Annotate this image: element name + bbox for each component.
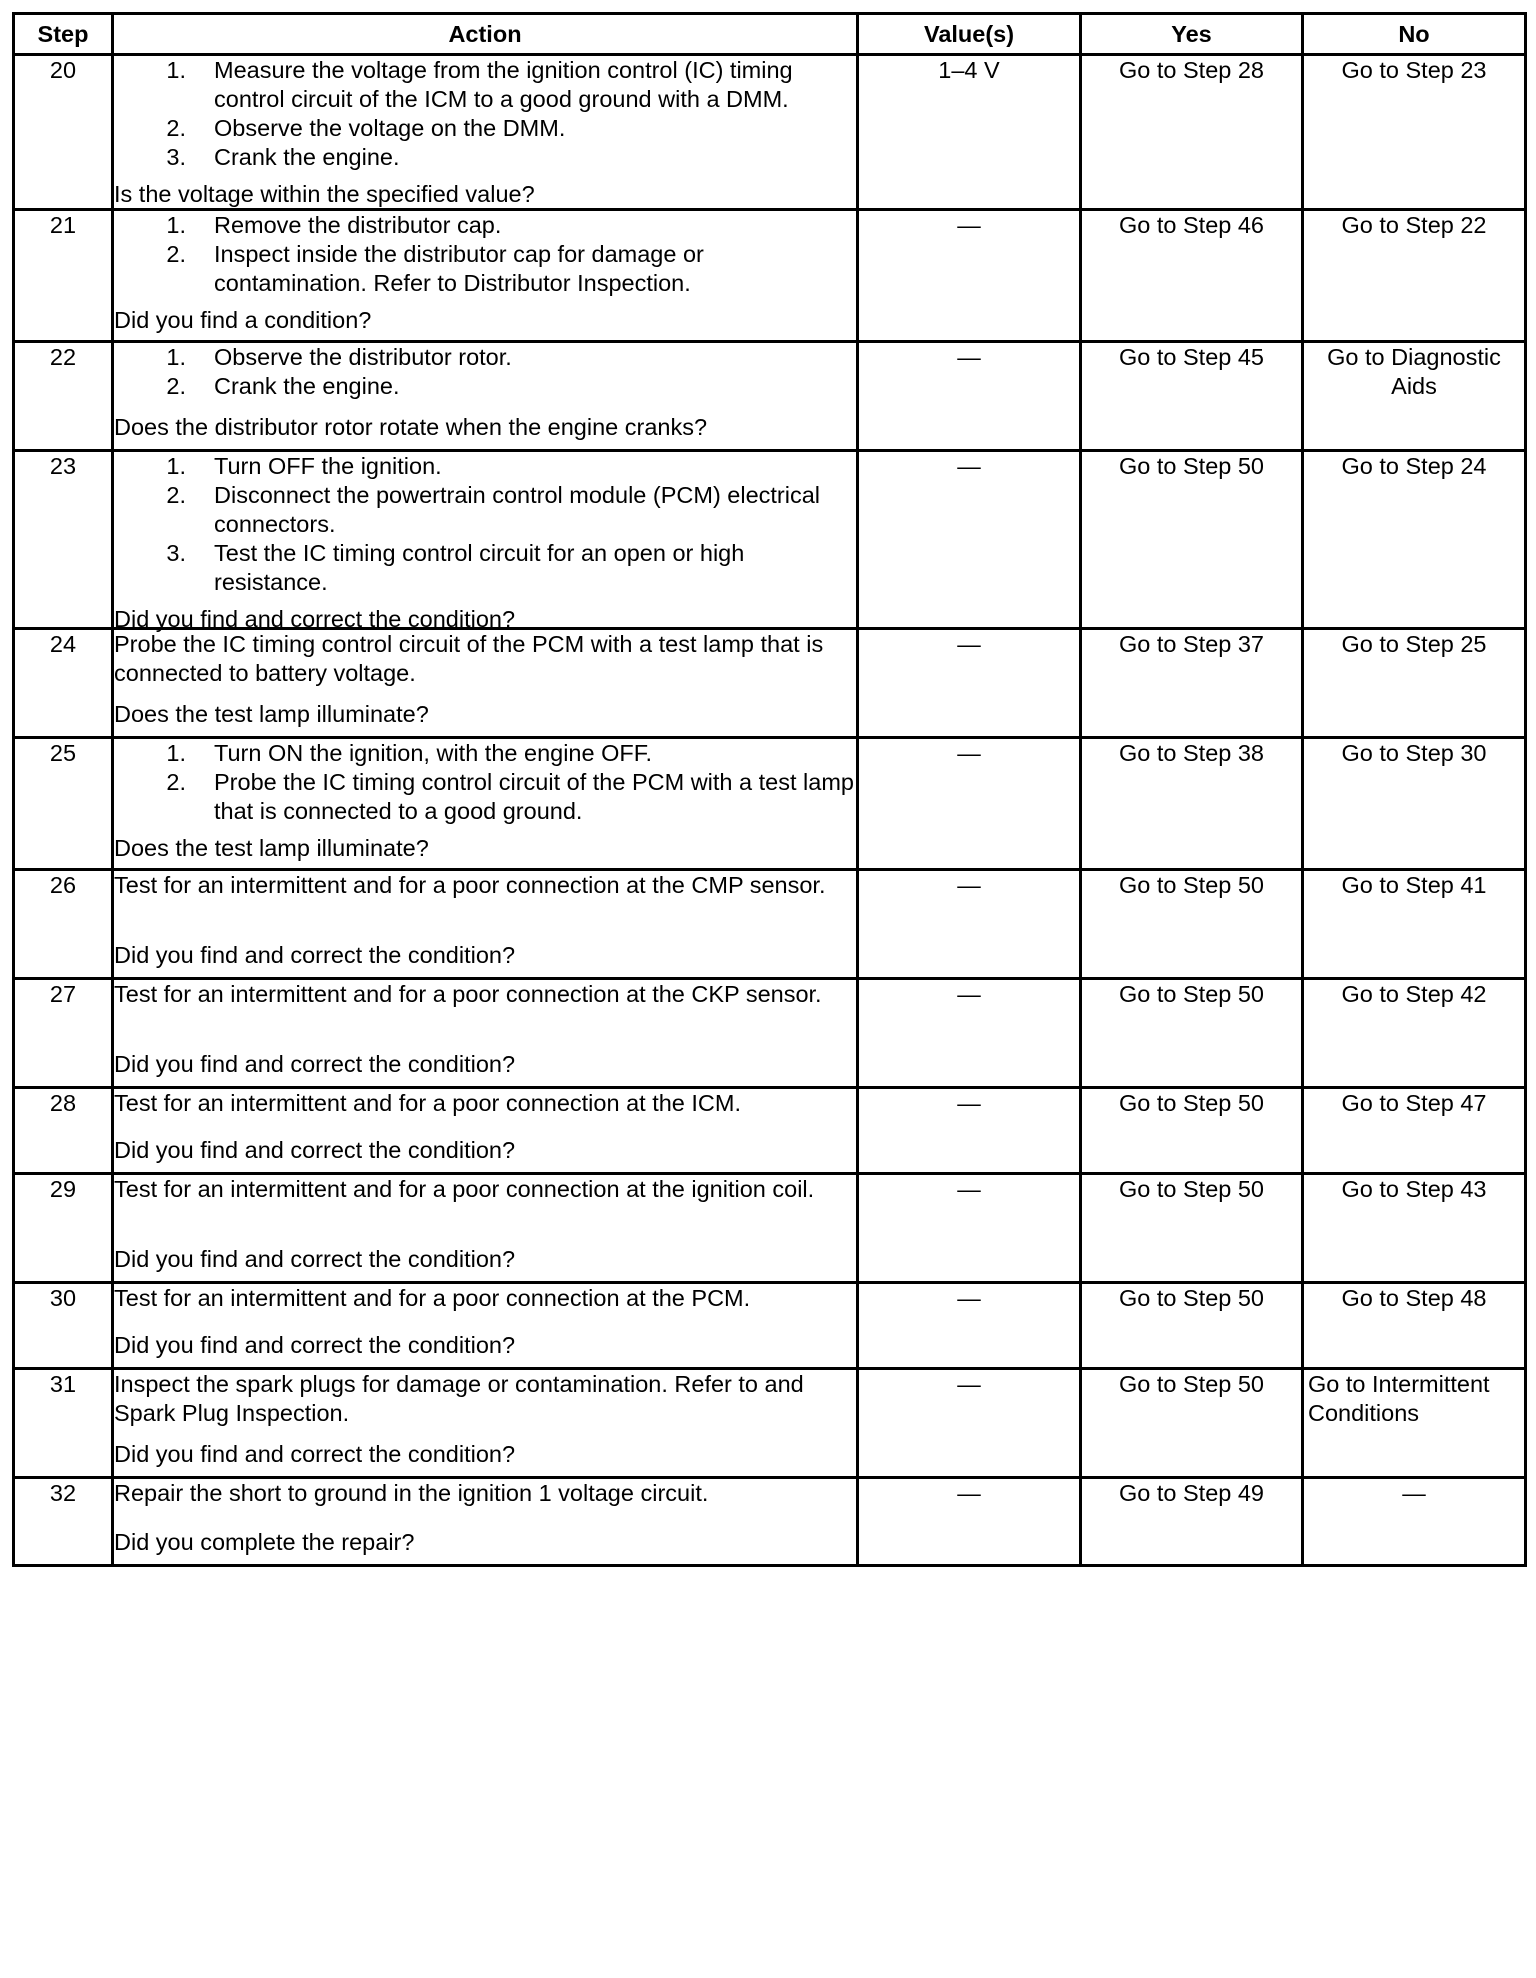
action-question: Does the test lamp illuminate? <box>114 835 429 861</box>
step-number: 26 <box>14 870 113 979</box>
yes-cell: Go to Step 50 <box>1081 979 1303 1088</box>
action-step <box>114 452 856 481</box>
value-cell: — <box>858 870 1081 979</box>
action-content <box>114 1479 856 1557</box>
value-cell: — <box>858 1283 1081 1369</box>
no-cell: — <box>1303 1478 1526 1566</box>
header-values: Value(s) <box>858 14 1081 55</box>
value-cell: 1–4 V <box>858 55 1081 210</box>
action-step <box>114 768 856 826</box>
action-step-number: 3. <box>166 540 186 566</box>
action-content <box>114 452 856 632</box>
action-question: Did you find and correct the condition? <box>114 606 516 632</box>
action-cell <box>113 979 858 1088</box>
action-cell <box>113 1369 858 1478</box>
header-yes: Yes <box>1081 14 1303 55</box>
action-steps <box>114 739 856 826</box>
action-step-number: 2. <box>166 373 186 399</box>
action-question: Did you find and correct the condition? <box>114 942 516 968</box>
action-question: Does the distributor rotor rotate when the engine cranks? <box>114 414 708 440</box>
yes-cell: Go to Step 50 <box>1081 870 1303 979</box>
table-row <box>14 979 1526 1088</box>
action-step-number: 2. <box>166 241 186 267</box>
action-step-text: Observe the voltage on the DMM. <box>214 115 566 141</box>
action-step <box>114 211 856 240</box>
action-step-number: 2. <box>166 115 186 141</box>
action-step-number: 1. <box>166 740 186 766</box>
yes-cell: Go to Step 50 <box>1081 1174 1303 1283</box>
table-row <box>14 629 1526 738</box>
value-cell: — <box>858 210 1081 342</box>
action-step-number: 2. <box>166 769 186 795</box>
action-cell <box>113 451 858 632</box>
action-cell <box>113 1088 858 1174</box>
action-question: Did you find and correct the condition? <box>114 1332 516 1358</box>
table-row <box>14 1283 1526 1369</box>
action-step-text: Turn OFF the ignition. <box>214 453 442 479</box>
step-number: 25 <box>14 738 113 870</box>
action-step-text: Probe the IC timing control circuit of the PCM with a test lamp that is connected to a good ground. <box>214 769 854 824</box>
action-text: Test for an intermittent and for a poor connection at the ICM. <box>114 1090 741 1116</box>
action-content <box>114 630 856 729</box>
step-number: 22 <box>14 342 113 451</box>
table-row <box>14 210 1526 342</box>
action-cell <box>113 1174 858 1283</box>
action-cell <box>113 210 858 342</box>
step-number: 31 <box>14 1369 113 1478</box>
yes-cell: Go to Step 37 <box>1081 629 1303 738</box>
action-text: Test for an intermittent and for a poor connection at the CMP sensor. <box>114 872 826 898</box>
action-step-text: Test the IC timing control circuit for an open or high resistance. <box>214 540 745 595</box>
action-steps <box>114 56 856 172</box>
action-step-text: Measure the voltage from the ignition control (IC) timing control circuit of the ICM to a good ground with a DMM. <box>214 57 793 112</box>
action-step-number: 1. <box>166 453 186 479</box>
table-row <box>14 342 1526 451</box>
table-row <box>14 738 1526 870</box>
yes-cell: Go to Step 45 <box>1081 342 1303 451</box>
action-step-text: Crank the engine. <box>214 373 400 399</box>
action-text: Test for an intermittent and for a poor connection at the PCM. <box>114 1285 751 1311</box>
value-cell: — <box>858 1174 1081 1283</box>
action-step-number: 3. <box>166 144 186 170</box>
no-cell: Go to Step 23 <box>1303 55 1526 210</box>
no-cell: Go to Step 30 <box>1303 738 1526 870</box>
action-step-text: Observe the distributor rotor. <box>214 344 512 370</box>
step-number: 30 <box>14 1283 113 1369</box>
no-cell: Go to Diagnostic Aids <box>1303 342 1526 451</box>
action-cell <box>113 1283 858 1369</box>
no-cell: Go to Step 22 <box>1303 210 1526 342</box>
action-cell <box>113 1478 858 1566</box>
action-step <box>114 343 856 372</box>
action-step-number: 2. <box>166 482 186 508</box>
action-step-number: 1. <box>166 344 186 370</box>
table-row <box>14 1478 1526 1566</box>
action-step-number: 1. <box>166 212 186 238</box>
action-cell <box>113 870 858 979</box>
action-text: Inspect the spark plugs for damage or contamination. Refer to and Spark Plug Inspection. <box>114 1371 804 1426</box>
action-step-text: Inspect inside the distributor cap for damage or contamination. Refer to Distributor Inspection. <box>214 241 704 296</box>
action-content <box>114 1175 856 1274</box>
yes-cell: Go to Step 50 <box>1081 451 1303 629</box>
value-cell: — <box>858 629 1081 738</box>
table-row <box>14 870 1526 979</box>
action-content <box>114 56 856 207</box>
table-row <box>14 55 1526 210</box>
action-step <box>114 143 856 172</box>
action-step-text: Crank the engine. <box>214 144 400 170</box>
yes-cell: Go to Step 50 <box>1081 1283 1303 1369</box>
yes-cell: Go to Step 28 <box>1081 55 1303 210</box>
action-content <box>114 739 856 861</box>
action-text: Probe the IC timing control circuit of the PCM with a test lamp that is connected to battery voltage. <box>114 631 824 686</box>
action-step <box>114 739 856 768</box>
action-step <box>114 240 856 298</box>
no-cell: Go to Step 47 <box>1303 1088 1526 1174</box>
value-cell: — <box>858 342 1081 451</box>
no-cell: Go to Step 48 <box>1303 1283 1526 1369</box>
action-content <box>114 980 856 1079</box>
action-question: Did you find and correct the condition? <box>114 1246 516 1272</box>
action-question: Does the test lamp illuminate? <box>114 701 429 727</box>
action-step-number: 1. <box>166 57 186 83</box>
table-body <box>14 55 1526 1566</box>
table-row <box>14 1369 1526 1478</box>
action-question: Did you find and correct the condition? <box>114 1137 516 1163</box>
yes-cell: Go to Step 50 <box>1081 1088 1303 1174</box>
no-cell: Go to Step 42 <box>1303 979 1526 1088</box>
diagnostic-table <box>12 12 1527 1567</box>
action-question: Did you find and correct the condition? <box>114 1441 516 1467</box>
action-question: Did you complete the repair? <box>114 1529 415 1555</box>
action-content <box>114 1089 856 1165</box>
action-question: Is the voltage within the specified value? <box>114 181 535 207</box>
action-steps <box>114 343 856 401</box>
action-content <box>114 871 856 970</box>
no-cell: Go to Intermittent Conditions <box>1303 1369 1526 1478</box>
action-step <box>114 481 856 539</box>
action-cell <box>113 738 858 870</box>
action-step-text: Remove the distributor cap. <box>214 212 502 238</box>
action-cell <box>113 342 858 451</box>
no-cell: Go to Step 24 <box>1303 451 1526 629</box>
header-row <box>14 14 1526 55</box>
header-step: Step <box>14 14 113 55</box>
action-text: Test for an intermittent and for a poor connection at the CKP sensor. <box>114 981 822 1007</box>
action-text: Test for an intermittent and for a poor connection at the ignition coil. <box>114 1176 815 1202</box>
action-steps <box>114 211 856 298</box>
table-row <box>14 451 1526 629</box>
action-step-text: Disconnect the powertrain control module (PCM) electrical connectors. <box>214 482 821 537</box>
step-number: 21 <box>14 210 113 342</box>
table-row <box>14 1174 1526 1283</box>
step-number: 23 <box>14 451 113 629</box>
action-step <box>114 56 856 114</box>
value-cell: — <box>858 738 1081 870</box>
yes-cell: Go to Step 49 <box>1081 1478 1303 1566</box>
action-content <box>114 211 856 333</box>
yes-cell: Go to Step 46 <box>1081 210 1303 342</box>
step-number: 28 <box>14 1088 113 1174</box>
action-content <box>114 1284 856 1360</box>
header-action: Action <box>113 14 858 55</box>
step-number: 29 <box>14 1174 113 1283</box>
yes-cell: Go to Step 38 <box>1081 738 1303 870</box>
table-row <box>14 1088 1526 1174</box>
action-step <box>114 539 856 597</box>
step-number: 20 <box>14 55 113 210</box>
no-cell: Go to Step 41 <box>1303 870 1526 979</box>
header-no: No <box>1303 14 1526 55</box>
action-steps <box>114 452 856 597</box>
action-cell <box>113 55 858 210</box>
action-content <box>114 343 856 442</box>
value-cell: — <box>858 979 1081 1088</box>
value-cell: — <box>858 451 1081 629</box>
action-step <box>114 114 856 143</box>
value-cell: — <box>858 1369 1081 1478</box>
yes-cell: Go to Step 50 <box>1081 1369 1303 1478</box>
value-cell: — <box>858 1088 1081 1174</box>
action-step-text: Turn ON the ignition, with the engine OFF. <box>214 740 653 766</box>
action-cell <box>113 629 858 738</box>
value-cell: — <box>858 1478 1081 1566</box>
no-cell: Go to Step 43 <box>1303 1174 1526 1283</box>
step-number: 32 <box>14 1478 113 1566</box>
no-cell: Go to Step 25 <box>1303 629 1526 738</box>
action-step <box>114 372 856 401</box>
action-content <box>114 1370 856 1469</box>
action-question: Did you find and correct the condition? <box>114 1051 516 1077</box>
step-number: 27 <box>14 979 113 1088</box>
action-text: Repair the short to ground in the ignition 1 voltage circuit. <box>114 1480 709 1506</box>
action-question: Did you find a condition? <box>114 307 372 333</box>
step-number: 24 <box>14 629 113 738</box>
